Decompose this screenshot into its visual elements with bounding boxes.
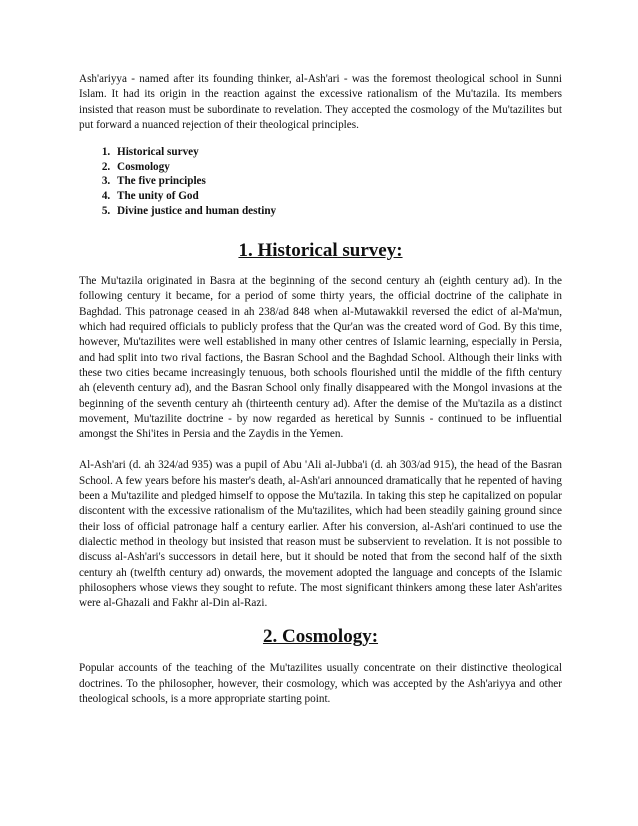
intro-paragraph: Ash'ariyya - named after its founding thinker, al-Ash'ari - was the foremost theological school in Sunni Islam. It had its origin in the reaction against the excessive rationalism of the Mu'tazila. Its members insisted that reason must be subordinate to revelation. They accepted the cosmology of the Mu'tazilites but put forward a nuanced rejection of their theological principles. — [79, 73, 562, 131]
document-page — [79, 72, 562, 707]
section-heading-historical-survey: 1. Historical survey: — [238, 240, 403, 262]
toc-item: 3. The five principles — [113, 174, 562, 189]
section-heading-cosmology: 2. Cosmology: — [262, 626, 379, 648]
toc-item: 2. Cosmology — [113, 160, 562, 175]
toc-item: 4. The unity of God — [113, 189, 562, 204]
historical-paragraph-al-ashari: Al-Ash'ari (d. ah 324/ad 935) was a pupil of Abu 'Ali al-Jubba'i (d. ah 303/ad 915), the head of the Basran School. A few years before his master's death, al-Ash'ari announced dramatically that he repented of having been a Mu'tazilite and pledged himself to oppose the Mu'tazila. In taking this step he capitalized on popular discontent with the excessive rationalism of the Mu'tazilites, which had been steadily gaining ground since their loss of official patronage half a century earlier. After his conversion, al-Ash'ari continued to use the dialectic method in theology but insisted that reason must be subservient to revelation. It is not possible to discuss al-Ash'ari's successors in detail here, but it should be noted that from the second half of the sixth century ah (twelfth century ad) onwards, the movement adopted the language and concepts of the Islamic philosophers whose views they sought to refute. The most significant thinkers among these later Ash'arites were al-Ghazali and Fakhr al-Din al-Razi. — [79, 459, 562, 610]
historical-paragraph-basra: The Mu'tazila originated in Basra at the beginning of the second century ah (eighth century ad). In the following century it became, for a period of some thirty years, the official doctrine of the caliphate in Baghdad. This patronage ceased in ah 238/ad 848 when al-Mutawakkil reversed the edict of al-Ma'mun, which had required officials to publicly profess that the Qur'an was the created word of God. By this time, however, Mu'tazilites were well established in many other centres of Islamic learning, especially in Persia, and had split into two rival factions, the Basran School and the Baghdad School. Although their links with these two cities became increasingly tenuous, both schools flourished until the middle of the fifth century ah (eleventh century ad), and the Basran School only finally disappeared with the Mongol invasions at the beginning of the seventh century ah (thirteenth century ad). After the demise of the Mu'tazila as a distinct movement, Mu'tazilite doctrine - by now regarded as heretical by Sunnis - continued to be influential amongst the Shi'ites in Persia and the Zaydis in the Yemen. — [79, 275, 562, 441]
toc-item: 5. Divine justice and human destiny — [113, 204, 562, 219]
cosmology-paragraph: Popular accounts of the teaching of the Mu'tazilites usually concentrate on their distinctive theological doctrines. To the philosopher, however, their cosmology, which was accepted by the Ash'ariyya and other theological schools, is a more appropriate starting point. — [79, 662, 562, 705]
toc-item: 1. Historical survey — [113, 145, 562, 160]
table-of-contents — [79, 145, 562, 218]
